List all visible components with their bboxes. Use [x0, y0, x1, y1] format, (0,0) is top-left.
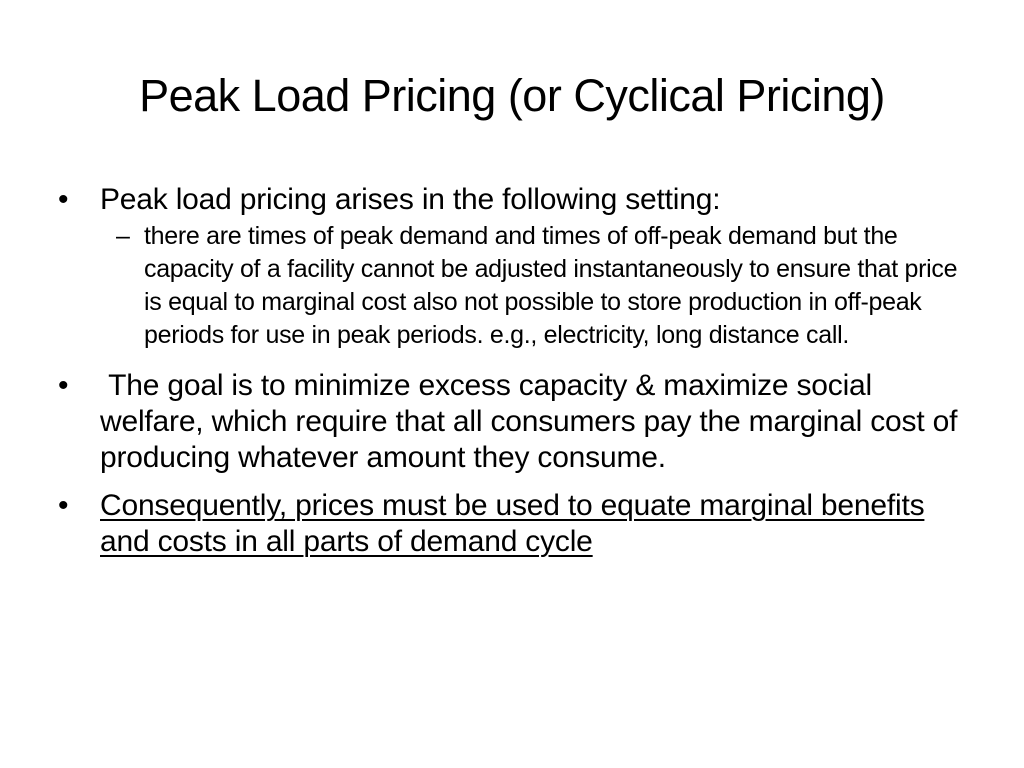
- slide-body: [56, 182, 966, 560]
- sub-bullet-text: there are times of peak demand and times of off-peak demand but the capacity of a facility cannot be adjusted instantaneously to ensure that price is equal to marginal cost also not possible to store production in off-peak periods for use in peak periods. e.g., electricity, long distance call.: [144, 222, 958, 349]
- slide-title: Peak Load Pricing (or Cyclical Pricing): [139, 70, 885, 121]
- bullet-text-underlined: Consequently, prices must be used to equate marginal benefits and costs in all parts of demand cycle: [100, 489, 925, 558]
- bullet-text: The goal is to minimize excess capacity & maximize social welfare, which require that all consumers pay the marginal cost of producing whatever amount they consume.: [100, 369, 966, 474]
- sub-bullet-item: [100, 220, 966, 352]
- dash-icon: –: [116, 222, 130, 250]
- bullet-text: Peak load pricing arises in the following setting:: [100, 183, 721, 216]
- bullet-item: [56, 488, 966, 560]
- bullet-item: [56, 182, 966, 218]
- bullet-icon: •: [58, 489, 69, 522]
- bullet-item: [56, 368, 966, 476]
- bullet-icon: •: [58, 183, 69, 216]
- bullet-icon: •: [58, 369, 69, 402]
